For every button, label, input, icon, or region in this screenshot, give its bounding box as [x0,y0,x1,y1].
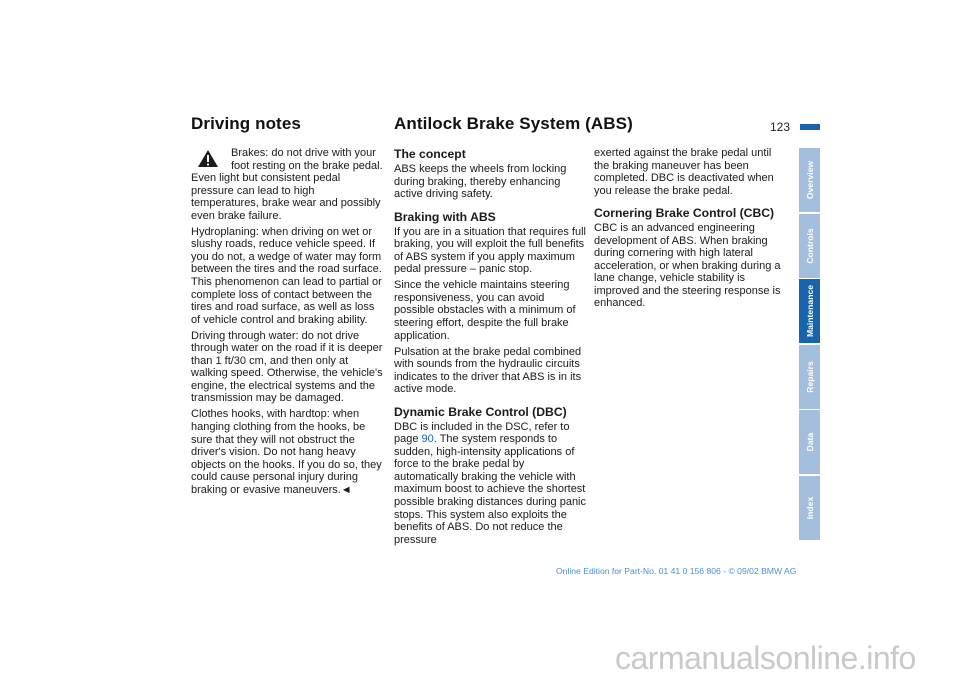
page-marker-bar [800,124,820,130]
page-title: Antilock Brake System (ABS) [394,114,633,133]
end-marker: ◄ [340,483,352,496]
braking-paragraph-1: If you are in a situation that requires full braking, you will exploit the full benefits of ABS system if you apply maximum pedal pressure – panic stop. [394,225,586,276]
tab-label-controls: Controls [804,227,815,264]
hydroplaning-paragraph: Hydroplaning: when driving on wet or slushy roads, reduce vehicle speed. If you do not, a wedge of water may form between the tires and the road surface. This phenomenon can lead to partial or complete loss of contact between the tires and road surface, as well as loss of vehicle control and braking ability. [191,225,382,326]
warning-icon-wrap [191,147,231,171]
tab-data[interactable] [799,410,820,474]
dbc-text-end: . The system responds to sudden, high-intensity applications of force to the brake pedal by automatically braking the vehicle with maximum boost to achieve the shortest possible braking distances during panic stops. This system also exploits the benefits of ABS. Do not reduce the pressure [394,433,587,546]
dbc-text-start: DBC is included in the DSC, refer to page [394,420,570,446]
section-title-driving-notes: Driving notes [191,114,301,133]
tab-label-overview: Overview [804,160,815,200]
edition-footer: Online Edition for Part-No. 01 41 0 156 806 - © 09/02 BMW AG [556,566,797,576]
dbc-continued-text: exerted against the brake pedal until the braking maneuver has been completed. DBC is deactivated when you release the brake pedal. [594,147,774,197]
tab-label-data: Data [804,433,815,452]
chapter-tabs [799,148,821,542]
driving-notes-column [191,147,383,500]
water-paragraph: Driving through water: do not drive through water on the road if it is deeper than 1 ft/30 cm, and then only at walking speed. Otherwise, the vehicle's engine, the electrical systems and the transmission may be damaged. [191,329,383,405]
cbc-heading: Cornering Brake Control (CBC) [594,206,775,221]
tab-maintenance[interactable] [799,279,820,343]
tab-index[interactable] [799,476,820,540]
tab-label-repairs: Repairs [804,361,815,393]
warning-triangle-icon [197,149,219,168]
concept-heading: The concept [394,147,466,161]
abs-column [394,147,586,550]
tab-overview[interactable] [799,148,820,212]
cbc-column [594,147,786,314]
clothes-hooks-paragraph [191,408,383,496]
cbc-text: CBC is an advanced engineering development of ABS. When braking during cornering with high lateral acceleration, or when braking during a lane change, vehicle stability is improved and the steering response is enhanced. [594,222,781,310]
tab-controls[interactable] [799,214,820,278]
page-90-link[interactable]: 90 [421,433,434,446]
concept-text: ABS keeps the wheels from locking during braking, thereby enhancing active driving safety. [394,163,567,201]
braking-paragraph-2: Since the vehicle maintains steering responsiveness, you can avoid possible obstacles with a minimum of steering effort, despite the full brake application. [394,279,576,342]
watermark: carmanualsonline.info [615,640,916,676]
brakes-paragraph: Brakes: do not drive with your foot resting on the brake pedal. Even light but consistent pedal pressure can lead to high temperatures, brake wear and possibly even brake failure. [191,147,383,222]
dbc-heading: Dynamic Brake Control (DBC) [394,404,567,419]
dbc-paragraph [394,421,586,546]
clothes-hooks-text: Clothes hooks, with hardtop: when hanging clothing from the hooks, be sure that they will not obstruct the driver's vision. Do not hang heavy objects on the hooks. If you do so, they could cause personal injury during braking or evasive maneuvers. [191,408,382,496]
page-number: 123 [770,120,791,134]
tab-repairs[interactable] [799,345,820,409]
braking-paragraph-3: Pulsation at the brake pedal combined with sounds from the hydraulic circuits indicates to the driver that ABS is in its active mode. [394,345,582,396]
tab-label-maintenance: Maintenance [804,285,815,338]
braking-heading: Braking with ABS [394,209,496,224]
tab-label-index: Index [804,496,815,520]
